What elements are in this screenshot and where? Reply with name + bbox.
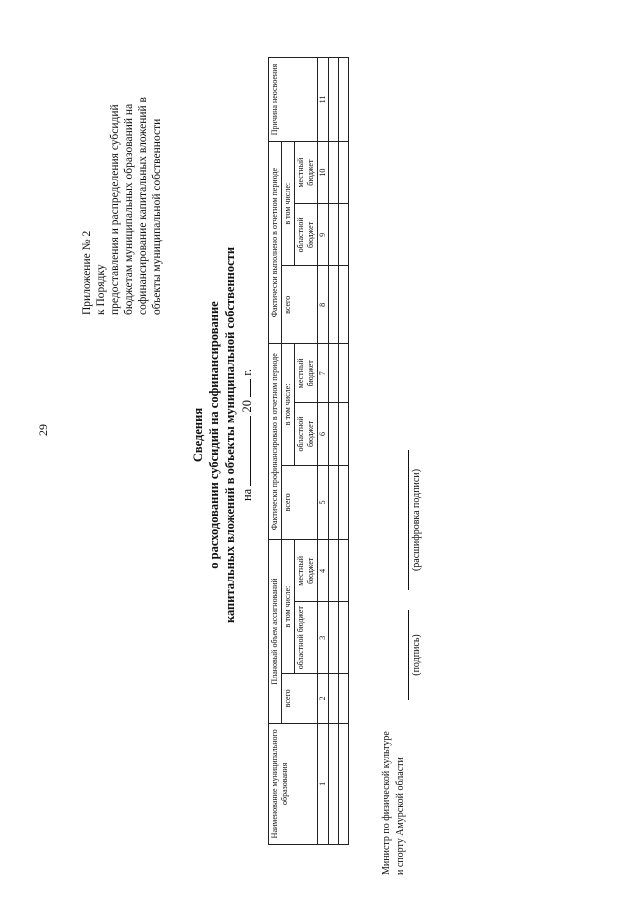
column-number: 6 [318,403,329,465]
appendix-line: предоставления и распределения субсидий [109,104,121,315]
appendix-line: софинансирование капитальных вложений в [137,97,149,315]
appendix-line: к Порядку [95,264,107,315]
period-year: 20 [240,400,254,413]
empty-row [339,58,349,845]
header-including: в том числе: [282,344,295,465]
signature-line [408,610,409,700]
heading-period [238,245,255,625]
minister-line: и спорту Амурской области [395,757,406,875]
column-number: 10 [318,142,329,204]
heading-title: Сведения [191,407,205,463]
header-reason: Причина неосвоения [269,58,318,142]
header-regional: областной бюджет [295,602,318,674]
appendix-note [80,25,164,315]
header-regional: областной бюджет [295,204,318,266]
column-number: 5 [318,465,329,540]
minister-line: Министр по физической культуре [381,731,392,875]
column-number: 7 [318,344,329,403]
column-number-row [318,58,329,845]
period-suffix: г. [240,368,254,376]
column-number: 11 [318,58,329,142]
header-including: в том числе: [282,540,295,674]
appendix-line: объекты муниципальной собственности [151,118,163,315]
header-funded: Фактически профинансировано в отчетном периоде [269,344,282,540]
heading-line2: о расходовании субсидий на софинансирование [207,301,221,569]
column-number: 1 [318,723,329,844]
header-total: всего [282,266,318,344]
heading-line3: капитальных вложений в объекты муниципальной собственности [223,246,237,624]
header-regional: областной бюджет [295,403,318,465]
year-blank [238,379,251,397]
header-local: местный бюджет [295,540,318,602]
column-number: 3 [318,602,329,674]
period-prefix: на [240,488,254,502]
decode-line [408,450,409,590]
column-number: 9 [318,204,329,266]
report-heading [190,245,255,625]
appendix-line: Приложение № 2 [81,230,93,315]
header-total: всего [282,465,318,540]
appendix-line: бюджетам муниципальных образований на [123,103,135,315]
report-table [268,57,349,845]
signature-caption: (подпись) [411,634,422,676]
table-header-row [269,58,282,845]
column-number: 8 [318,266,329,344]
column-number: 2 [318,673,329,723]
minister-title [380,725,408,875]
empty-row [329,58,339,845]
header-name: Наименование муниципального образования [269,723,318,844]
header-including: в том числе: [282,142,295,266]
header-plan: Плановый объем ассигнований [269,540,282,723]
page-number: 29 [36,424,50,436]
period-blank [238,416,251,486]
header-local: местный бюджет [295,142,318,204]
decode-caption: (расшифровка подписи) [411,468,422,572]
header-local: местный бюджет [295,344,318,403]
header-done: Фактически выполнено в отчетном периоде [269,142,282,344]
header-total: всего [282,673,318,723]
column-number: 4 [318,540,329,602]
